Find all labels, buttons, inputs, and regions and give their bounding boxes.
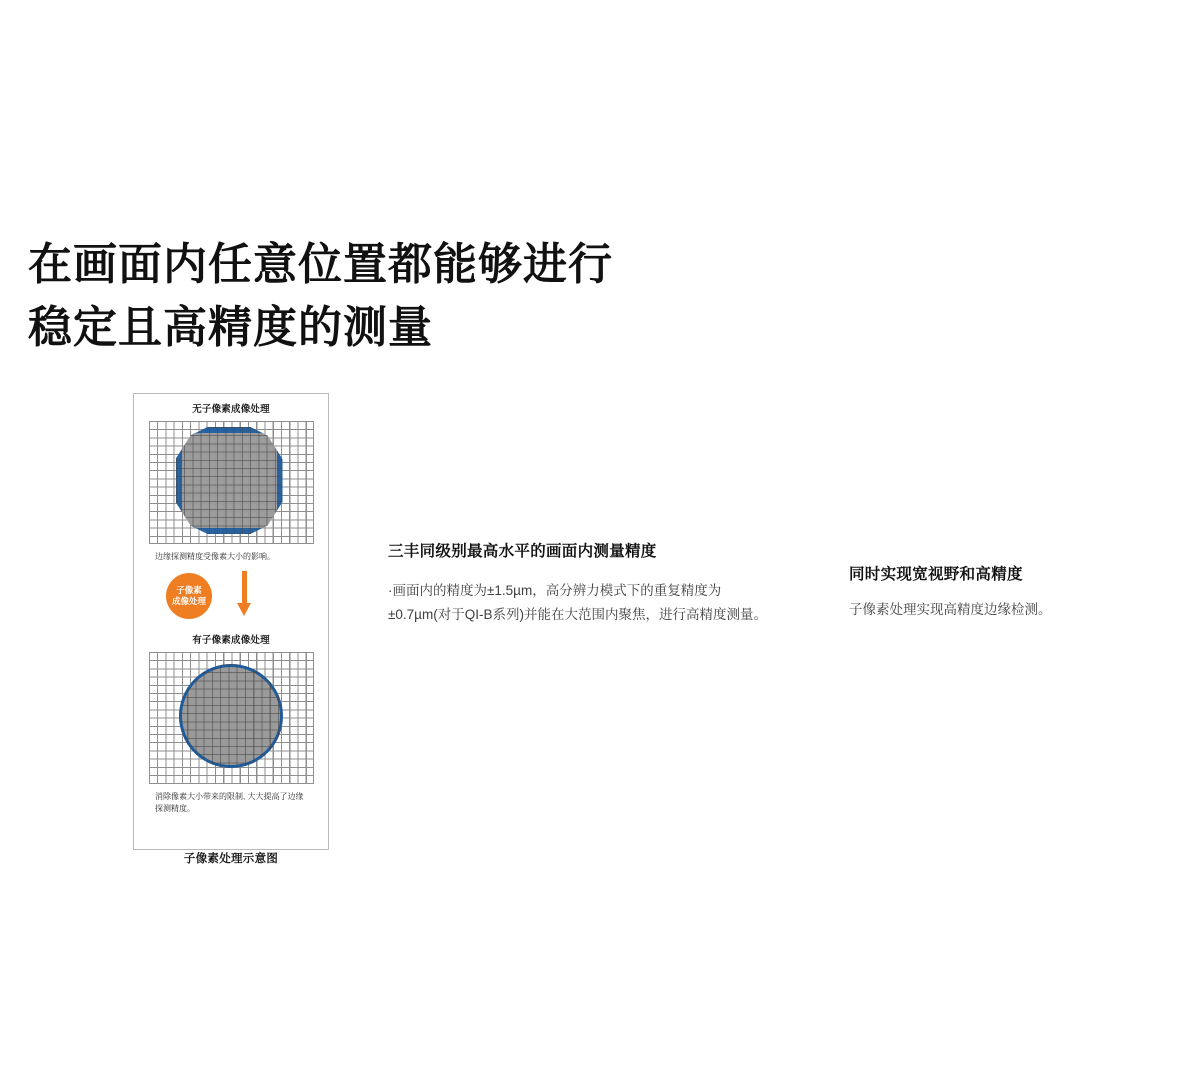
pixel-grid-without-subpixel bbox=[149, 421, 314, 544]
diagram-bottom-note: 消除像素大小带来的限制, 大大提高了边缘探测精度。 bbox=[155, 792, 304, 813]
diagram-top-caption: 无子像素成像处理 bbox=[192, 404, 270, 415]
page-title-line-2: 稳定且高精度的测量 bbox=[28, 302, 433, 352]
page-title bbox=[28, 234, 788, 359]
feature-column-accuracy-title: 三丰同级别最高水平的画面内测量精度 bbox=[388, 543, 657, 560]
pixelated-edge-shape-grid-overlay bbox=[176, 427, 283, 534]
subpixel-process-arrow-row bbox=[134, 571, 328, 625]
feature-column-accuracy bbox=[388, 539, 776, 626]
feature-column-fov-title: 同时实现宽视野和高精度 bbox=[849, 566, 1023, 583]
feature-column-fov bbox=[849, 562, 1179, 622]
diagram-top-note: 边缘探测精度受像素大小的影响。 bbox=[155, 552, 275, 561]
pixel-grid-with-subpixel bbox=[149, 652, 314, 784]
diagram-figure-title: 子像素处理示意图 bbox=[183, 853, 279, 865]
subpixel-diagram-panel bbox=[133, 393, 329, 850]
subpixel-process-badge-line-2: 成像处理 bbox=[171, 596, 206, 606]
feature-column-fov-body: 子像素处理实现高精度边缘检测。 bbox=[849, 602, 1052, 617]
page-title-line-1: 在画面内任意位置都能够进行 bbox=[28, 240, 613, 290]
subpixel-process-badge bbox=[166, 573, 212, 619]
subpixel-process-badge-line-1: 子像素 bbox=[176, 584, 202, 595]
smooth-edge-shape-grid-overlay bbox=[179, 664, 283, 768]
feature-column-accuracy-body: ·画面内的精度为±1.5µm，高分辨力模式下的重复精度为±0.7µm(对于QI-B系列)并能在大范围内聚焦，进行高精度测量。 bbox=[388, 583, 767, 622]
diagram-bottom-caption: 有子像素成像处理 bbox=[192, 635, 270, 646]
